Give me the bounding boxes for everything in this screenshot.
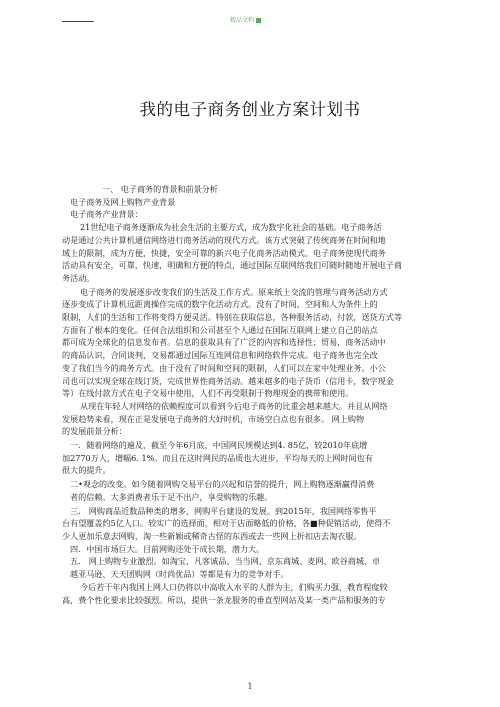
paragraph-line: 五． 网上购物专业激烈。如淘宝、凡客诚品、当当网、京东商城、麦网、欧谷商城、卓 bbox=[70, 556, 381, 567]
subheading: 电子商务产业背景： bbox=[70, 209, 143, 220]
subheading: 电子商务及网上购物产业背景 bbox=[70, 196, 176, 207]
paragraph-line: 二•观念的改变。如今随着网购交易平台的兴起和信誉的提升，网上购物逐渐赢得消费 bbox=[70, 479, 375, 490]
paragraph-line: 都可成为全球化的信息发布者。信息的获取具有了广泛的内容和选择性；贸易，商务活动中 bbox=[62, 337, 386, 348]
paragraph-line: 逐步变成了计算机远距离操作完成的数字化活动方式。没有了时间，空间和人为条件上的 bbox=[62, 299, 378, 310]
paragraph-line: 活动具有安全，可靠，快速，明确和方便的特点，通过国际互联网络我们可随时随地开展电子商 bbox=[62, 260, 402, 271]
paragraph-line: 限制，人们的生活和工作将变得方便灵活。特别在获取信息，各种服务活动，付款，送货方式等 bbox=[62, 312, 402, 323]
paragraph-line: 很大的提升。 bbox=[62, 465, 111, 476]
paragraph-line: 今后若干年内我国上网人口仍将以中高收入水平的人群为主，们购买力强，教育程度较 bbox=[80, 581, 388, 592]
header-rule bbox=[62, 21, 94, 22]
paragraph-line: 司也可以实现全球在线订货，完成世界性商务活动。越来越多的电子货币（信用卡，数字现金 bbox=[62, 375, 394, 386]
watermark-text: 精品文档 bbox=[230, 17, 255, 24]
paragraph-line: 方面有了根本的变化。任何合法组织和公司甚至个人通过在国际互联网上建立自己的站点 bbox=[62, 324, 378, 335]
paragraph-line: 的商品认识，合同谈判，交易都通过国际互连网信息和网络软件完成。电子商务也完全改 bbox=[62, 350, 378, 361]
paragraph-line: 从现在年轻人对网络的依赖程度可以看到今后电子商务的比重会越来越大。并且从网络 bbox=[80, 400, 388, 411]
paragraph-line: 一．随着网络的遍及，截至今年6月底，中国网民规模达到4. 85亿，较2010年底增 bbox=[70, 440, 368, 451]
paragraph-line: 高，费个性化要求比较强烈。所以，提供一条龙服务的垂直型网站及某一类产品和服务的专 bbox=[62, 594, 386, 605]
section-heading: 一、 电子商务的背景和前景分析 bbox=[102, 184, 218, 194]
paragraph-line: 变了我们当今的商务方式。由于没有了时间和空间的限制，人们可以在家中处理业务。小公 bbox=[62, 362, 386, 373]
paragraph-line: 者的信赖。大多消费者乐于足不出户，享受购物的乐趣。 bbox=[70, 491, 273, 502]
paragraph-line: 动是通过公共计算机通信网络进行商务活动的现代方式。该方式突破了传统商务在时间和地 bbox=[62, 234, 386, 245]
paragraph-line: 台有望覆盖约5亿人口。较实广的选择面，相对于店面略低的价格，各■种促销活动，使得不 bbox=[62, 518, 391, 529]
paragraph-line: 四．中国市场巨大。目前网购还处于成长期，潜力大。 bbox=[70, 543, 265, 554]
paragraph-line: 21世纪电子商务逐渐成为社会生活的主要方式，成为数字化社会的基础。电子商务活 bbox=[80, 222, 382, 233]
paragraph-line: 域上的限制，成为方便，快捷，安全可靠的新兴电子化商务活动模式。电子商务使现代商务 bbox=[62, 247, 386, 258]
paragraph-line: 少人更加乐意去网购，淘一些新颖或稀奇古怪的东西或去一些网上折扣店去淘衣服。 bbox=[62, 530, 362, 541]
paragraph-line: 务活动。 bbox=[62, 272, 95, 283]
document-body bbox=[62, 183, 444, 606]
paragraph-line: 加2770万人，增幅6. 1%。而且在这时网民的品质也大进步，平均每天的上网时间也有 bbox=[62, 452, 373, 463]
paragraph-line: 的发展前景分析： bbox=[62, 426, 127, 437]
paragraph-line: 三． 网购商品近数品种类的增多，网购平台建设的发展。到2015年，我国网络零售平 bbox=[70, 505, 377, 516]
header-watermark bbox=[230, 15, 261, 24]
paragraph-line: 电子商务的发展逐步改变我们的生活及工作方式。原来纸上交流的管理与商务活动方式 bbox=[80, 286, 388, 297]
paragraph-line: 越亚马逊、天天团购网（时尚优品）等都是有力的竞争对手。 bbox=[70, 569, 289, 580]
watermark-square-icon bbox=[256, 18, 261, 23]
page-number: 1 bbox=[247, 682, 253, 691]
document-title: 我的电子商务创业方案计划书 bbox=[139, 100, 361, 119]
paragraph-line: 发展趋势来看，现在正是发展电子商务的大好时机，市场空白点也有很多。 网上购物 bbox=[62, 413, 365, 424]
paragraph-line: 等）在线付款方式在电子交易中使用，人们不再受限制于物理现金的携带和使用。 bbox=[62, 388, 354, 399]
